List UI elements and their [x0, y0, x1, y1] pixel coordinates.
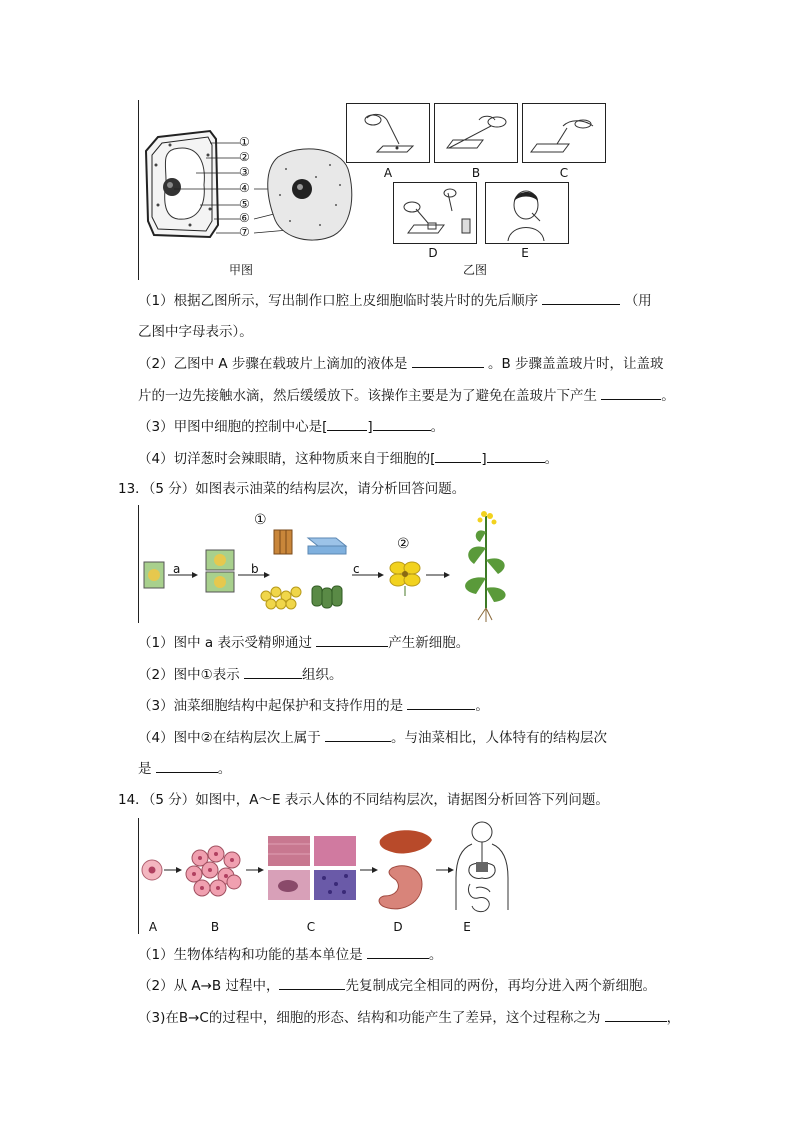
q12-part2-line2: 片的一边先接触水滴，然后缓缓放下。该操作主要是为了避免在盖玻片下产生 。 — [138, 385, 675, 406]
q13-part1-line: （1）图中 a 表示受精卵通过 产生新细胞。 — [138, 632, 469, 653]
q13-part1-blank[interactable] — [316, 632, 388, 647]
q14-part2-line: （2）从 A→B 过程中， 先复制成完全相同的两份，再均分进入两个新细胞。 — [138, 975, 656, 996]
q12-part1-answer-blank[interactable] — [542, 290, 620, 305]
step-d-image — [393, 182, 477, 244]
q14-part3-line: （3)在B→C的过程中，细胞的形态、结构和功能产生了差异，这个过程称之为 ， — [138, 1007, 680, 1028]
q12-part2-liquid-blank[interactable] — [412, 353, 484, 368]
q13-figure-left-rule — [138, 505, 139, 623]
q13-part2-line: （2）图中①表示 组织。 — [138, 664, 343, 685]
cell-number-7: ⑦ — [239, 225, 250, 239]
q14-label-c: C — [306, 920, 316, 934]
q14-label-b: B — [210, 920, 220, 934]
q12-part4-line: （4）切洋葱时会辣眼睛，这种物质来自于细胞的[ ] 。 — [138, 448, 558, 469]
cell-number-4: ④ — [239, 181, 250, 195]
q13-part4-human-level-blank[interactable] — [156, 758, 218, 773]
q14-figure-left-rule — [138, 818, 139, 934]
q12-part4-name-blank[interactable] — [487, 448, 545, 463]
step-c-image — [522, 103, 606, 163]
cell-number-1: ① — [239, 135, 250, 149]
step-d-label: D — [428, 246, 438, 260]
animal-cell-drawing — [268, 149, 352, 240]
cell-number-5: ⑤ — [239, 197, 250, 211]
cell-diagrams — [140, 125, 360, 275]
q13-arrow-a-label: a — [173, 562, 181, 576]
plant-cell-drawing — [146, 131, 218, 237]
q14-part3-blank[interactable] — [605, 1007, 667, 1022]
q13-part4-level-blank[interactable] — [325, 727, 391, 742]
cell-number-3: ③ — [239, 165, 250, 179]
q13-part3-blank[interactable] — [407, 695, 475, 710]
q14-part2-blank[interactable] — [279, 975, 345, 990]
cell-number-2: ② — [239, 150, 250, 164]
q12-part1-line1: （1）根据乙图所示，写出制作口腔上皮细胞临时装片时的先后顺序 （用 — [138, 290, 652, 311]
jia-figure-label: 甲图 — [229, 263, 254, 277]
q14-label-a: A — [148, 920, 158, 934]
q14-human-levels-figure — [140, 818, 510, 922]
q13-arrow-c-label: c — [353, 562, 360, 576]
step-c-label: C — [559, 166, 569, 180]
step-a-label: A — [383, 166, 393, 180]
figure-left-rule — [138, 100, 139, 280]
q12-part4-number-blank[interactable] — [435, 448, 481, 463]
q13-part3-line: （3）油菜细胞结构中起保护和支持作用的是 。 — [138, 695, 489, 716]
q13-part4-line1: （4）图中②在结构层次上属于 。与油菜相比，人体特有的结构层次 — [138, 727, 607, 748]
q13-title: 13．（5 分）如图表示油菜的结构层次，请分析回答问题。 — [118, 481, 466, 497]
q13-part4-line2: 是 。 — [138, 758, 231, 779]
q12-part2-line1: （2）乙图中 A 步骤在载玻片上滴加的液体是 。B 步骤盖盖玻片时，让盖玻 — [138, 353, 664, 374]
q14-label-e: E — [463, 920, 471, 934]
step-b-image — [434, 103, 518, 163]
yi-figure-label: 乙图 — [463, 263, 488, 277]
q14-part1-line: （1）生物体结构和功能的基本单位是 。 — [138, 944, 442, 965]
q12-part2-bubble-blank[interactable] — [601, 385, 661, 400]
step-e-label: E — [521, 246, 529, 260]
q14-title: 14．（5 分）如图中，A～E 表示人体的不同结构层次，请据图分析回答下列问题。 — [118, 792, 609, 808]
step-b-label: B — [471, 166, 481, 180]
q13-part2-blank[interactable] — [244, 664, 302, 679]
q12-part3-line: （3）甲图中细胞的控制中心是[ ] 。 — [138, 416, 444, 437]
cell-number-6: ⑥ — [239, 211, 250, 225]
q14-part1-blank[interactable] — [367, 944, 429, 959]
step-a-image — [346, 103, 430, 163]
step-e-image — [485, 182, 569, 244]
q13-figure-number-2: ② — [397, 536, 410, 552]
q14-label-d: D — [393, 920, 403, 934]
q13-rapeseed-levels-figure — [140, 508, 520, 624]
q13-arrow-b-label: b — [251, 562, 259, 576]
q12-part3-number-blank[interactable] — [327, 416, 367, 431]
q13-figure-number-1: ① — [254, 512, 267, 528]
q12-part3-name-blank[interactable] — [373, 416, 431, 431]
q12-part1-line2: 乙图中字母表示）。 — [138, 324, 253, 340]
